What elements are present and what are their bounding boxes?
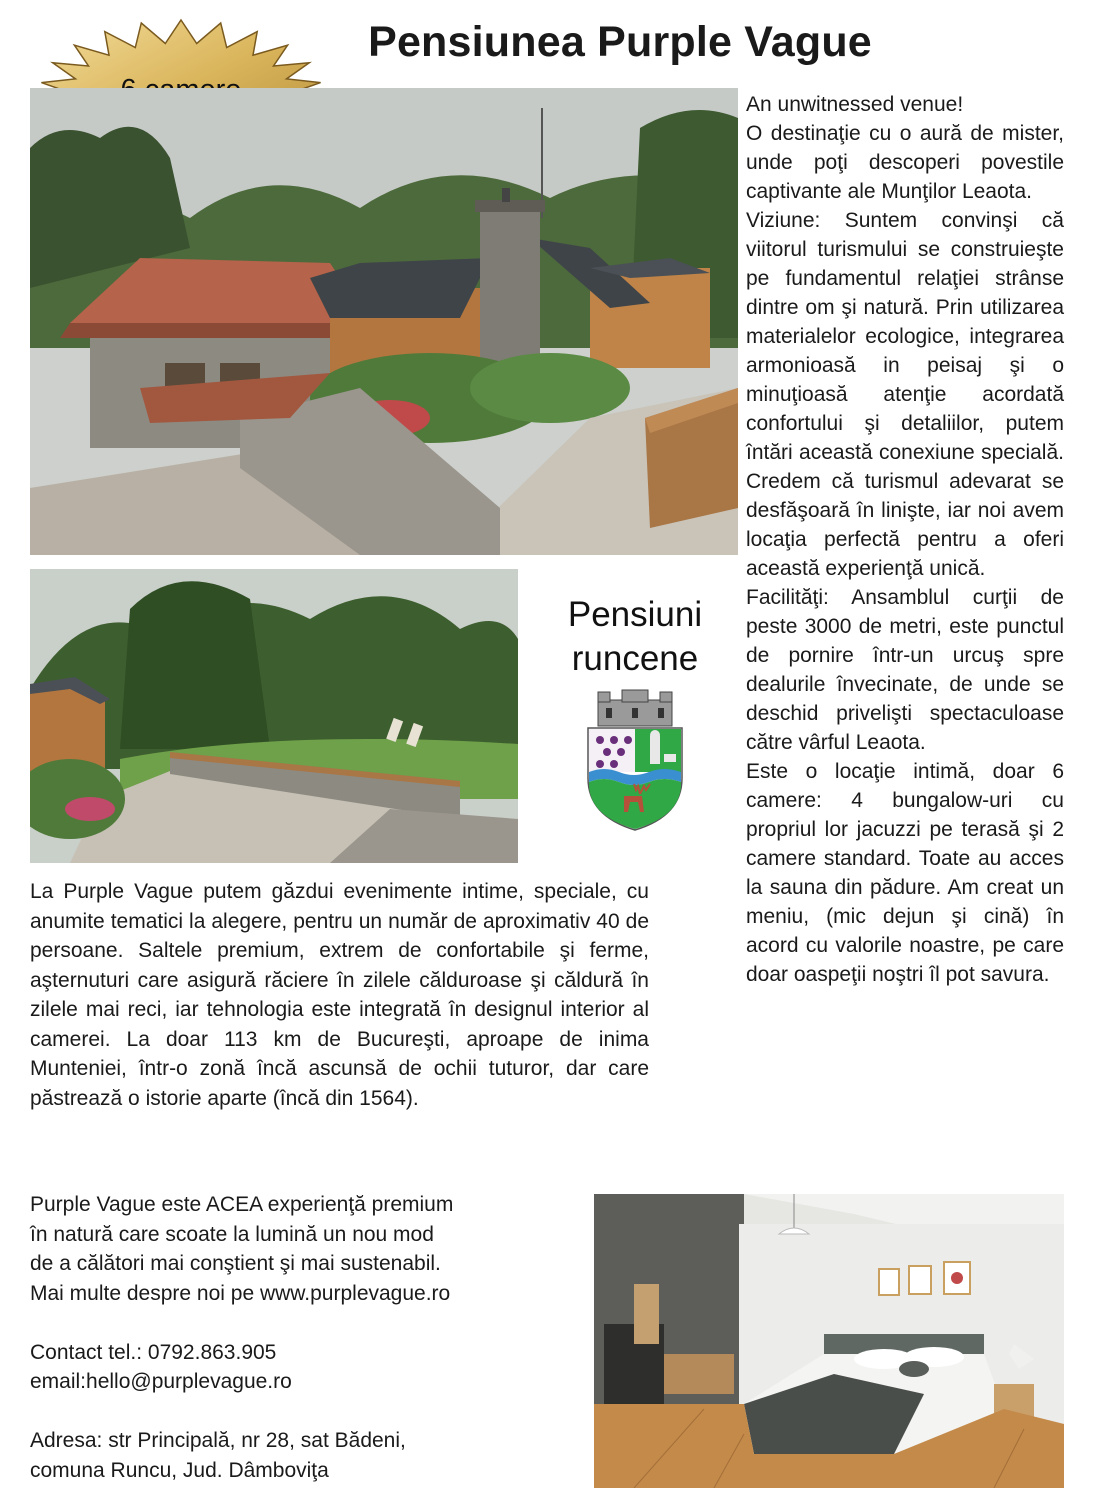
contact-info [30,1190,582,1485]
sidebar-title-line1: Pensiuni [567,595,703,634]
right-paragraph: Viziune: Suntem convinşi că viitorul turismului se construieşte pe fundamentul relaţiei strânse dintre om şi natură. Prin utilizarea materialelor ecologice, integrarea armonioasă in peisaj şi o minuţioasă atenţie acordată confortului şi detaliilor, putem întări această conexiune specială. Credem că turismul adevarat se desfăşoară în linişte, iar noi avem locaţia perfectă pentru a oferi această experienţă unică. [746,209,1064,580]
info-line: în natură care scoate la lumină un nou mod [30,1222,434,1246]
website-line: Mai multe despre noi pe www.purplevague.ro [30,1281,451,1305]
right-column-text [746,90,1064,989]
right-paragraph: An unwitnessed venue! [746,93,964,116]
address-line: comuna Runcu, Jud. Dâmboviţa [30,1458,329,1482]
sidebar-title-line2: runcene [571,639,699,678]
info-line: Purple Vague este ACEA experienţă premium [30,1193,454,1216]
guesthouse-exterior-photo [30,88,738,555]
bedroom-photo [594,1194,1064,1488]
garden-photo [30,569,518,863]
sidebar-title [540,593,730,681]
info-line: de a călători mai conştient şi mai sustenabil. [30,1252,441,1275]
address-line: Adresa: str Principală, nr 28, sat Bădeni, [30,1429,406,1452]
right-paragraph: O destinaţie cu o aură de mister, unde poţi descoperi povestile captivante ale Munţilor Leaota. [746,122,1064,203]
right-paragraph: Este o locaţie intimă, doar 6 camere: 4 bungalow-uri cu propriul lor jacuzzi pe terasă şi 2 camere standard. Toate au acces la sauna din pădure. Am creat un meniu, (mic dejun şi cină) în acord cu valorile noastre, pe care doar oaspeţii noştri îl pot savura. [746,760,1064,986]
phone-line: Contact tel.: 0792.863.905 [30,1340,277,1364]
email-line: email:hello@purplevague.ro [30,1370,292,1393]
right-paragraph: Facilităţi: Ansamblul curţii de peste 3000 de metri, este punctul de pornire într-un urcuş spre dealurile învecinate, de unde se deschid privelişti spectaculoase către vârful Leaota. [746,586,1064,754]
page-title: Pensiunea Purple Vague [368,18,872,66]
events-paragraph: La Purple Vague putem găzdui evenimente intime, speciale, cu anumite tematici la alegere, pentru un număr de aproximativ 40 de persoane. Saltele premium, extrem de confortabile şi ferme, aşternuturi care asigură răciere în zilele călduroase şi căldură în zilele mai reci, iar tehnologia este integrată în designul interior al camerei. La doar 113 km de Bucureşti, aproape de inima Munteniei, într-o zonă încă ascunsă de ochii tuturor, dar care păstrează o istorie aparte (încă din 1564). [30,880,649,1110]
coat-of-arms-icon [584,686,686,834]
